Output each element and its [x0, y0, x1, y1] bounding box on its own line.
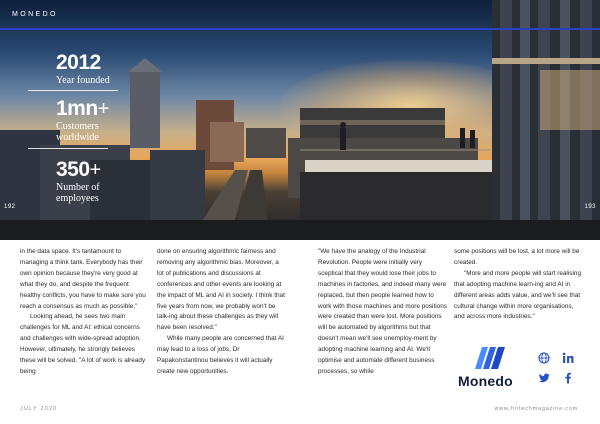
header-brand: MONEDO — [12, 11, 58, 18]
stat-year-founded — [56, 52, 110, 86]
stat-value: 350+ — [56, 158, 101, 181]
paragraph: Looking ahead, he sees two main challenges for ML and AI: ethical concerns and challenges with wide-spread adoption. However, ultimately, he strongly believes these will be solved. "A lot of work is already being — [20, 313, 146, 375]
paragraph: in the data space. It's tantamount to managing a think tank. Everybody has their own opinion because they're very good at what they do, and despite the frequent healthy conflicts, you have to make sure you reach a consensus as much as possible." — [20, 248, 146, 310]
page-number-left: 192 — [4, 204, 16, 210]
twitter-icon[interactable] — [538, 372, 550, 384]
text-column-3 — [318, 247, 448, 378]
facebook-icon[interactable] — [562, 372, 574, 384]
paragraph: While many people are concerned that AI may lead to a loss of jobs, Dr Papakonstantinou believes it will actually create new opportunities. — [157, 335, 284, 375]
paragraph: done on ensuring algorithmic fairness and removing any algorithmic bias. Moreover, a lot of publications and discussions at conferences and other events are looking at the impact of ML and AI in society. I think that five years from now, we probably won't be talk-ing about these challenges as they will have been resolved." — [157, 248, 285, 332]
text-column-4 — [454, 247, 584, 323]
linkedin-icon[interactable] — [562, 352, 574, 364]
paragraph: some positions will be lost, a lot more will be created. — [454, 248, 580, 266]
paragraph: "More and more people will start realising that adopting machine learn-ing and AI in different areas adds value, and we'll see that cultural change within more organisations, and across more industries." — [454, 269, 581, 321]
stat-label: Customers worldwide — [56, 121, 99, 143]
monedo-logo-icon — [475, 347, 505, 369]
globe-icon[interactable] — [538, 352, 550, 364]
monedo-logo-text: Monedo — [458, 373, 513, 389]
stat-label: Year founded — [56, 75, 110, 86]
text-column-1 — [20, 247, 150, 378]
stat-divider — [28, 148, 108, 149]
header-rule — [0, 28, 600, 30]
stat-divider — [28, 90, 118, 91]
footer-issue-date: JULY 2020 — [20, 406, 58, 412]
stat-value: 1mn+ — [56, 97, 109, 120]
text-column-2 — [157, 247, 287, 378]
page-number-right: 193 — [584, 204, 596, 210]
footer-website-link[interactable]: www.fintechmagazine.com — [494, 406, 578, 412]
paragraph: "We have the analogy of the Industrial Revolution. People were initially very sceptical that they would lose their jobs to machines in factories, and indeed many were replaced, but then people learned how to work with those machines and more positions were created than were lost. More positions will be automated by algorithms but that doesn't mean we'll see unemploy-ment by adopting machine learning and AI. We'll optimise and automate different business processes, so while — [318, 248, 447, 375]
stat-customers — [56, 98, 109, 143]
stat-label: Number of employees — [56, 182, 100, 204]
stat-employees — [56, 159, 101, 204]
stat-value: 2012 — [56, 51, 101, 74]
